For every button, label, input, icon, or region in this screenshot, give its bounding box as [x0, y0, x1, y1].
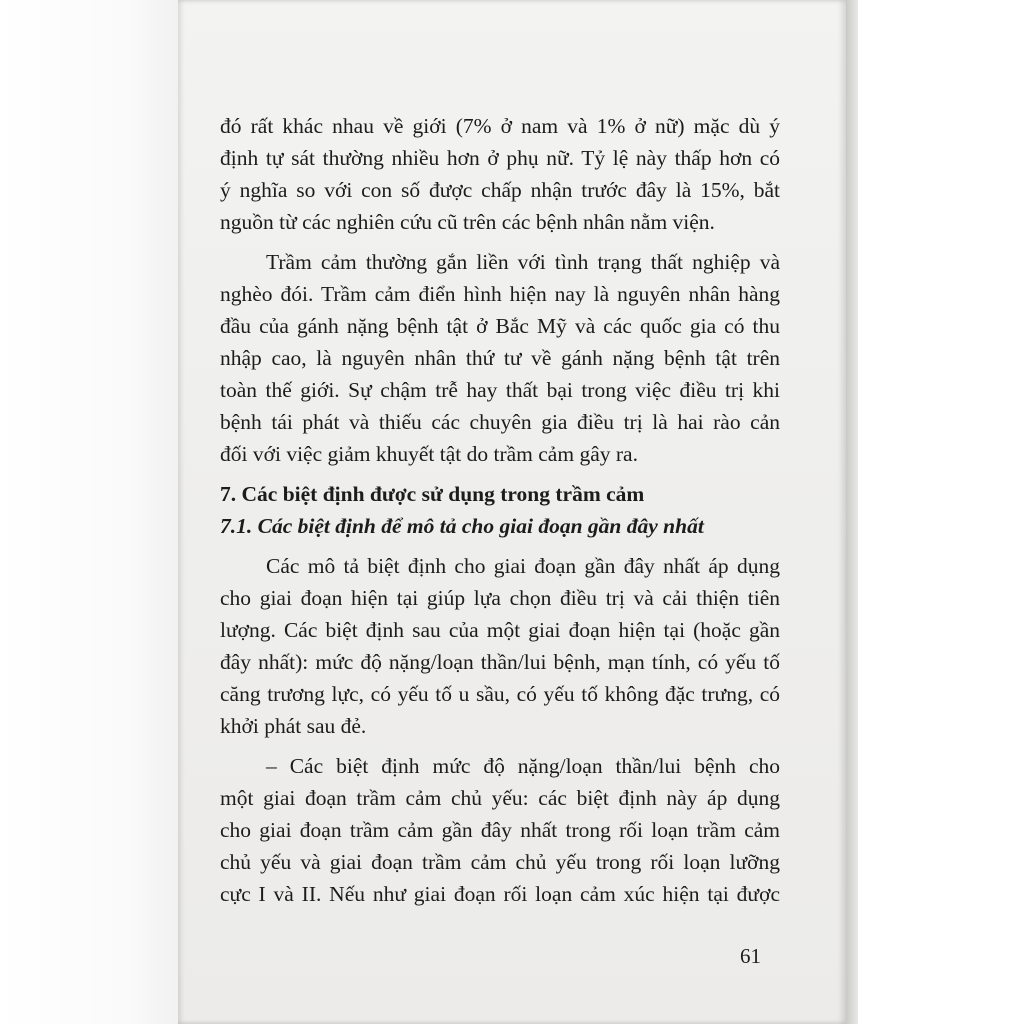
page-text [220, 110, 780, 910]
text-line: – Các biệt định mức độ nặng/loạn thần/lui bệnh cho [266, 754, 780, 778]
text-line: đây nhất): mức độ nặng/loạn thần/lui bệnh, mạn tính, có yếu tố [220, 650, 780, 674]
text-line: khởi phát sau đẻ. [220, 714, 367, 738]
text-line: lượng. Các biệt định sau của một giai đoạn hiện tại (hoặc gần [220, 618, 780, 642]
text-line: nhập cao, là nguyên nhân thứ tư về gánh nặng bệnh tật trên [220, 346, 780, 370]
text-line: cho giai đoạn hiện tại giúp lựa chọn điều trị và cải thiện tiên [220, 586, 780, 610]
text-line: bệnh tái phát và thiếu các chuyên gia điều trị là hai rào cản [220, 410, 780, 434]
text-line: cực I và II. Nếu như giai đoạn rối loạn cảm xúc hiện tại được [220, 882, 780, 906]
text-line: Các mô tả biệt định cho giai đoạn gần đây nhất áp dụng [266, 554, 780, 578]
text-line: định tự sát thường nhiều hơn ở phụ nữ. Tỷ lệ này thấp hơn có [220, 146, 780, 170]
paragraph-1 [220, 110, 780, 238]
text-line: toàn thế giới. Sự chậm trễ hay thất bại trong việc điều trị khi [220, 378, 780, 402]
text-line: một giai đoạn trầm cảm chủ yếu: các biệt định này áp dụng [220, 786, 780, 810]
text-line: nguồn từ các nghiên cứu cũ trên các bệnh nhân nằm viện. [220, 210, 715, 234]
page-number: 61 [740, 944, 761, 968]
paragraph-3 [220, 550, 780, 742]
subsection-heading: 7.1. Các biệt định để mô tả cho giai đoạn gần đây nhất [220, 514, 704, 538]
background-left [0, 0, 180, 1024]
text-line: đó rất khác nhau về giới (7% ở nam và 1% ở nữ) mặc dù ý [220, 114, 780, 138]
text-line: cho giai đoạn trầm cảm gần đây nhất trong rối loạn trầm cảm [220, 818, 780, 842]
text-line: ý nghĩa so với con số được chấp nhận trước đây là 15%, bắt [220, 178, 780, 202]
paragraph-4 [220, 750, 780, 910]
text-line: căng trương lực, có yếu tố u sầu, có yếu tố không đặc trưng, có [220, 682, 780, 706]
text-line: nghèo đói. Trầm cảm điển hình hiện nay là nguyên nhân hàng [220, 282, 780, 306]
page-edge-shadow [846, 0, 858, 1024]
text-line: Trầm cảm thường gắn liền với tình trạng thất nghiệp và [266, 250, 780, 274]
section-heading: 7. Các biệt định được sử dụng trong trầm cảm [220, 482, 645, 506]
text-line: đầu của gánh nặng bệnh tật ở Bắc Mỹ và các quốc gia có thu [220, 314, 780, 338]
paragraph-2 [220, 246, 780, 470]
text-line: chủ yếu và giai đoạn trầm cảm chủ yếu trong rối loạn lưỡng [220, 850, 780, 874]
text-line: đối với việc giảm khuyết tật do trầm cảm gây ra. [220, 442, 638, 466]
background-right [858, 0, 1024, 1024]
